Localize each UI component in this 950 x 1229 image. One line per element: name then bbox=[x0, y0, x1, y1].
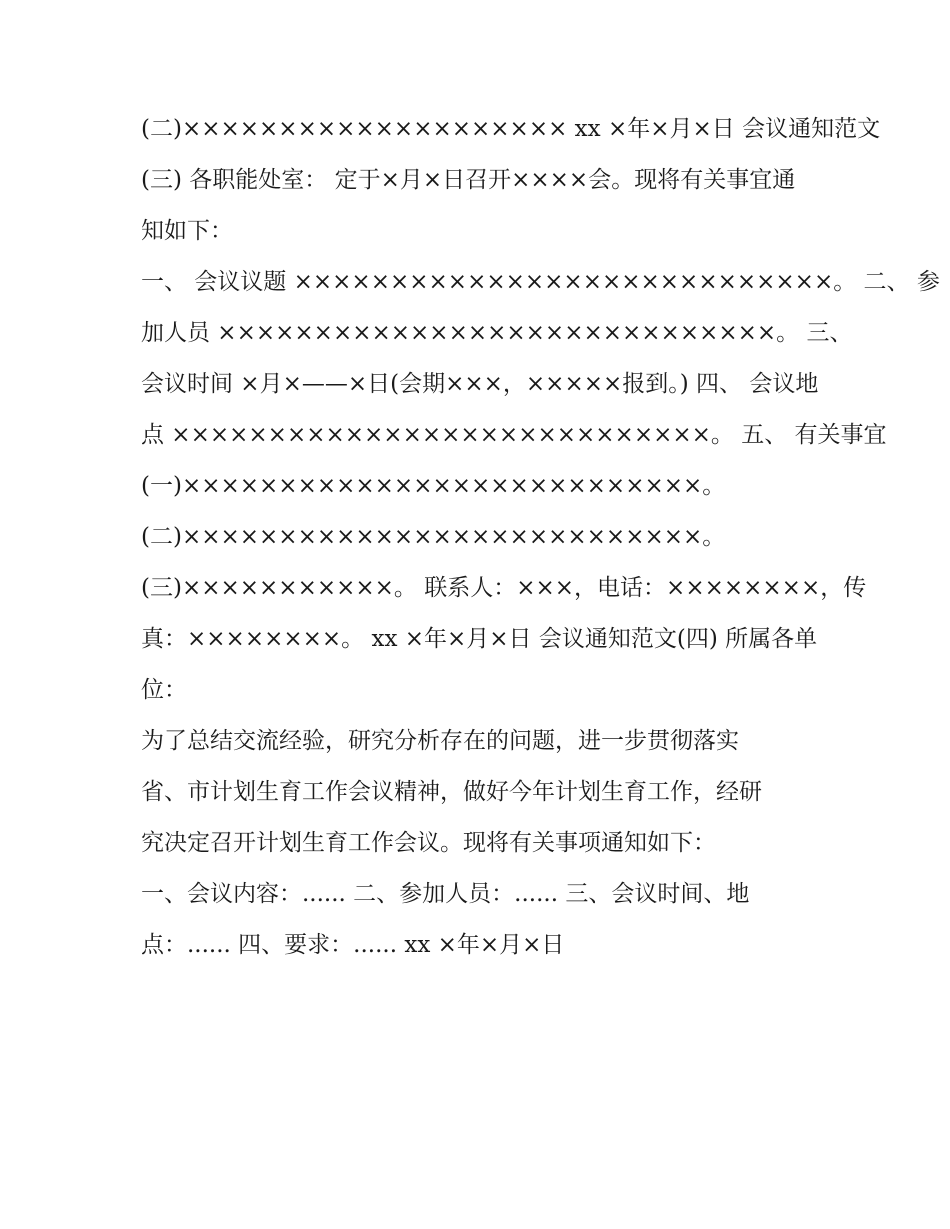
text-line: 知如下： bbox=[141, 218, 233, 244]
text-line: (一)×××××××××××××××××××××××××××。 bbox=[141, 473, 726, 499]
text-line: 会议时间 ×月×——×日(会期×××，×××××报到。) 四、 会议地 bbox=[141, 371, 819, 397]
text-line: (三) 各职能处室： 定于×月×日召开××××会。现将有关事宜通 bbox=[141, 167, 796, 193]
text-line: 真：××××××××。 xx ×年×月×日 会议通知范文(四) 所属各单 bbox=[141, 626, 818, 652]
text-line: 点 ××××××××××××××××××××××××××××。 五、 有关事宜 bbox=[141, 422, 887, 448]
text-line: (三)×××××××××××。 联系人：×××，电话：××××××××，传 bbox=[141, 575, 867, 601]
text-line: 加人员 ×××××××××××××××××××××××××××××。 三、 bbox=[141, 320, 853, 346]
text-line: (二)×××××××××××××××××××× xx ×年×月×日 会议通知范文 bbox=[141, 116, 881, 142]
text-line: 为了总结交流经验，研究分析存在的问题，进一步贯彻落实 bbox=[141, 728, 739, 754]
text-line: 省、市计划生育工作会议精神，做好今年计划生育工作，经研 bbox=[141, 779, 762, 805]
text-line: 一、会议内容：...... 二、参加人员：...... 三、会议时间、地 bbox=[141, 881, 750, 907]
text-line: 点：...... 四、要求：...... xx ×年×月×日 bbox=[141, 932, 565, 958]
text-line: 位： bbox=[141, 677, 187, 703]
text-line: 究决定召开计划生育工作会议。现将有关事项通知如下： bbox=[141, 830, 716, 856]
text-line: 一、 会议议题 ××××××××××××××××××××××××××××。 二、 参 bbox=[141, 269, 940, 295]
document-body bbox=[141, 104, 940, 971]
text-line: (二)×××××××××××××××××××××××××××。 bbox=[141, 524, 726, 550]
